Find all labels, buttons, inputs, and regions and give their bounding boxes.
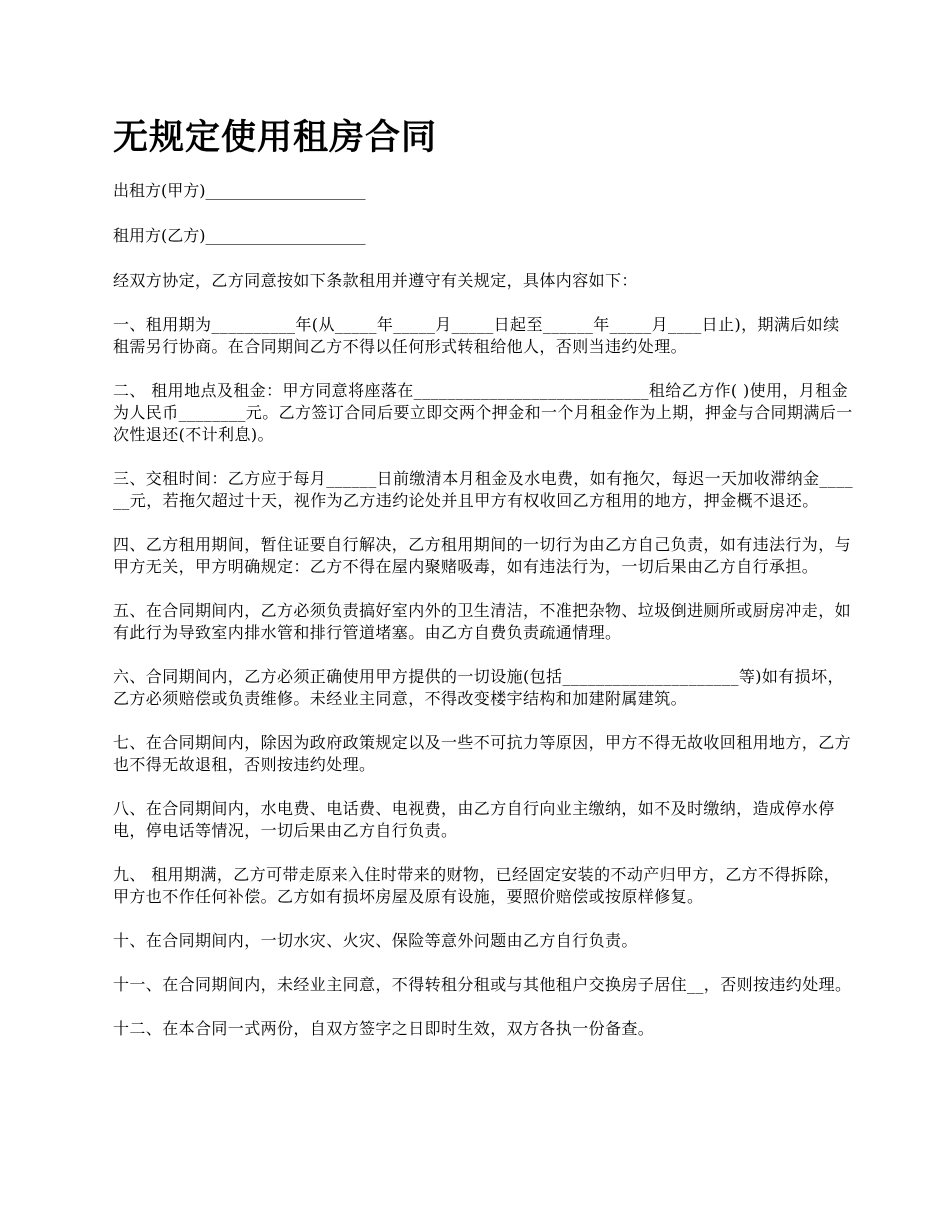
intro-paragraph: 经双方协定，乙方同意按如下条款租用并遵守有关规定，具体内容如下： (113, 271, 638, 290)
clause-12: 十二、在本合同一式两份，自双方签字之日即时生效，双方各执一份备查。 (113, 1019, 655, 1038)
document-title: 无规定使用租房合同 (113, 117, 438, 158)
clause-8: 八、在合同期间内，水电费、电话费、电视费，由乙方自行向业主缴纳，如不及时缴纳，造成停水停电，停电话等情况，一切后果由乙方自行负责。 (113, 799, 835, 840)
lessee-line: 租用方(乙方)____________________ (113, 226, 366, 245)
clause-2: 二、 租用地点及租金：甲方同意将座落在____________________________租给乙方作( )使用，月租金为人民币________元。乙方签订合同后要立即交两个押金和一个月租金作为上期，押金与合同期满后一次性退还(不计利息)。 (113, 381, 853, 444)
clause-4: 四、乙方租用期间，暂住证要自行解决，乙方租用期间的一切行为由乙方自己负责，如有违法行为，与甲方无关，甲方明确规定：乙方不得在屋内聚赌吸毒，如有违法行为，一切后果由乙方自行承担。 (113, 535, 852, 576)
clause-5: 五、在合同期间内，乙方必须负责搞好室内外的卫生清洁，不准把杂物、垃圾倒进厕所或厨房冲走，如有此行为导致室内排水管和排行管道堵塞。由乙方自费负责疏通情理。 (113, 601, 852, 642)
contract-page (113, 118, 853, 1062)
lessor-line: 出租方(甲方)____________________ (113, 181, 366, 200)
clause-1: 一、租用期为__________年(从_____年_____月_____日起至______年_____月____日止)，期满后如续租需另行协商。在合同期间乙方不得以任何形式转租给他人，否则当违约处理。 (113, 315, 840, 356)
clause-11: 十一、在合同期间内，未经业主同意，不得转租分租或与其他租户交换房子居住__，否则按违约处理。 (113, 975, 852, 994)
clause-6: 六、合同期间内，乙方必须正确使用甲方提供的一切设施(包括_____________________等)如有损坏，乙方必须赔偿或负责维修。未经业主同意，不得改变楼宇结构和加建附属建筑。 (113, 667, 844, 708)
clause-10: 十、在合同期间内，一切水灾、火灾、保险等意外问题由乙方自行负责。 (113, 931, 638, 950)
clause-9: 九、 租用期满，乙方可带走原来入住时带来的财物，已经固定安装的不动产归甲方，乙方不得拆除，甲方也不作任何补偿。乙方如有损坏房屋及原有设施，要照价赔偿或按原样修复。 (113, 865, 841, 906)
clause-3: 三、交租时间：乙方应于每月______日前缴清本月租金及水电费，如有拖欠，每迟一天加收滞纳金______元，若拖欠超过十天，视作为乙方违约论处并且甲方有权收回乙方租用的地方，押金概不退还。 (113, 469, 854, 510)
clause-7: 七、在合同期间内，除因为政府政策规定以及一些不可抗力等原因，甲方不得无故收回租用地方，乙方也不得无故退租，否则按违约处理。 (113, 733, 852, 774)
